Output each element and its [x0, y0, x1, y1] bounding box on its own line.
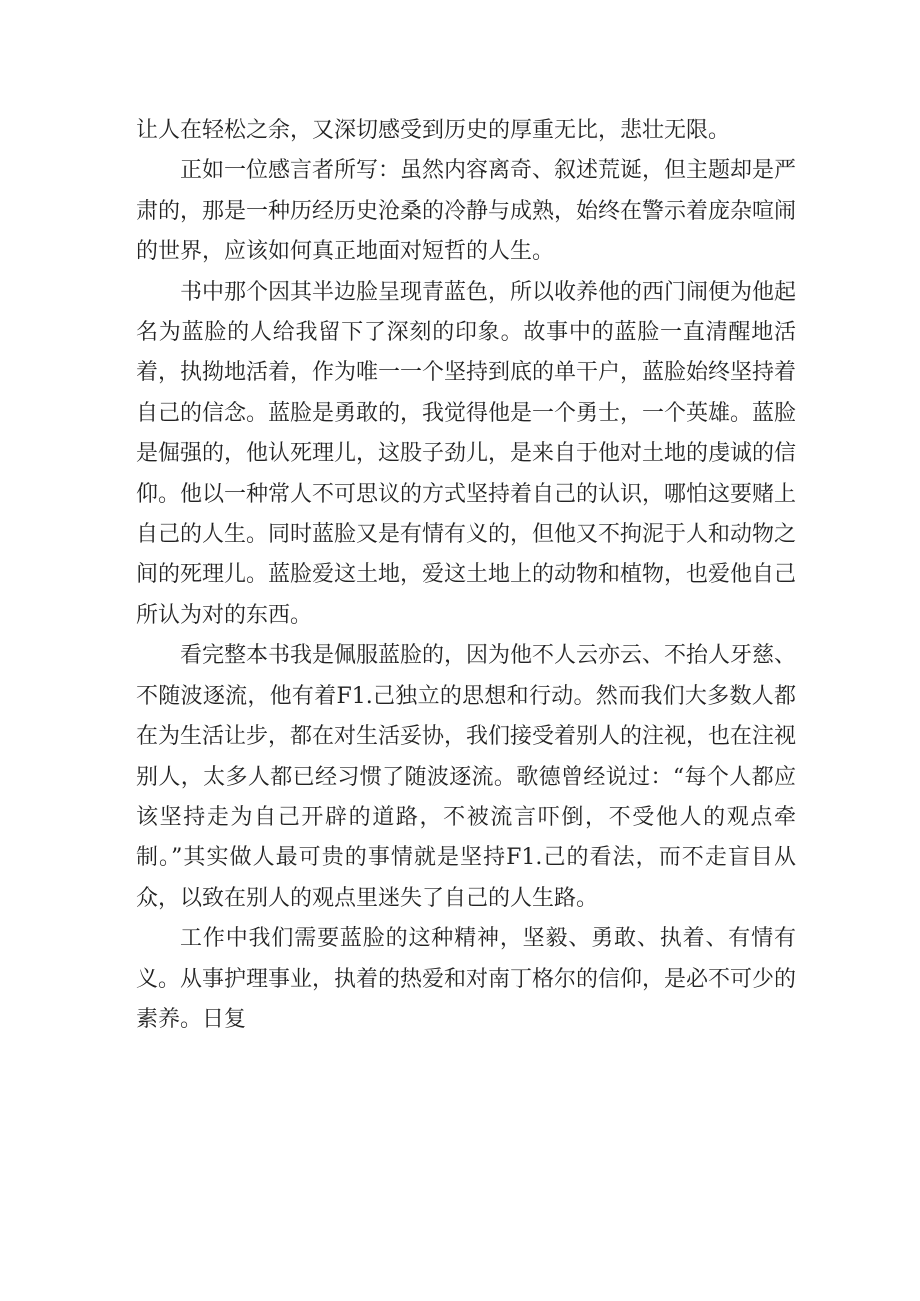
paragraph-1: 让人在轻松之余，又深切感受到历史的厚重无比，悲壮无限。 [136, 118, 731, 143]
paragraph-3: 书中那个因其半边脸呈现青蓝色，所以收养他的西门闹便为他起名为蓝脸的人给我留下了深刻的印象。故事中的蓝脸一直清醒地活着，执拗地活着，作为唯一一个坚持到底的单干户，蓝脸始终坚持着自己的信念。蓝脸是勇敢的，我觉得他是一个勇士，一个英雄。蓝脸是倔强的，他认死理儿，这股子劲儿，是来自于他对土地的虔诚的信仰。他以一种常人不可思议的方式坚持着自己的认识，哪怕这要赌上自己的人生。同时蓝脸又是有情有义的，但他又不拘泥于人和动物之间的死理儿。蓝脸爱这土地，爱这土地上的动物和植物，也爱他自己所认为对的东西。 [136, 279, 797, 628]
paragraph-4: 看完整本书我是佩服蓝脸的，因为他不人云亦云、不抬人牙慈、不随波逐流，他有着F1.己独立的思想和行动。然而我们大多数人都在为生活让步，都在对生活妥协，我们接受着别人的注视，也在注视别人，太多人都已经习惯了随波逐流。歌德曾经说过：“每个人都应该坚持走为自己开辟的道路，不被流言吓倒，不受他人的观点牵制。”其实做人最可贵的事情就是坚持F1.己的看法，而不走盲目从众，以致在别人的观点里迷失了自己的人生路。 [136, 643, 797, 911]
paragraph-5: 工作中我们需要蓝脸的这种精神，坚毅、勇敢、执着、有情有义。从事护理事业，执着的热爱和对南丁格尔的信仰，是必不可少的素养。日复 [136, 926, 797, 1032]
paragraph-2: 正如一位感言者所写：虽然内容离奇、叙述荒诞，但主题却是严肃的，那是一种历经历史沧桑的冷静与成熟，始终在警示着庞杂喧闹的世界，应该如何真正地面对短哲的人生。 [136, 158, 797, 265]
document-body [136, 111, 796, 1040]
